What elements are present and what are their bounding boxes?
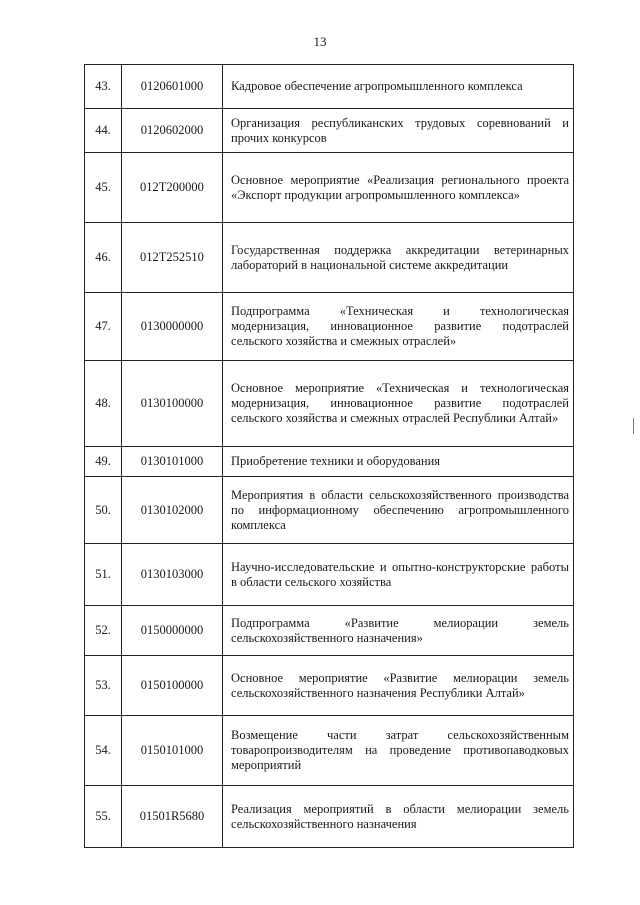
row-number: 44. [85, 109, 122, 153]
row-code: 0130102000 [122, 477, 223, 544]
row-code: 012Т200000 [122, 153, 223, 223]
row-description: Подпрограмма «Развитие мелиорации земель сельскохозяйственного назначения» [223, 606, 574, 656]
row-number: 55. [85, 786, 122, 848]
row-number: 49. [85, 447, 122, 477]
row-code: 0130101000 [122, 447, 223, 477]
table-row [85, 109, 574, 153]
row-code: 0150101000 [122, 716, 223, 786]
row-description: Основное мероприятие «Техническая и технологическая модернизация, инновационное развитие подотраслей сельского хозяйства и смежных отраслей Республики Алтай» [223, 361, 574, 447]
row-description: Реализация мероприятий в области мелиорации земель сельскохозяйственного назначения [223, 786, 574, 848]
row-code: 0150000000 [122, 606, 223, 656]
row-description: Приобретение техники и оборудования [223, 447, 574, 477]
row-number: 47. [85, 293, 122, 361]
row-description: Организация республиканских трудовых соревнований и прочих конкурсов [223, 109, 574, 153]
table-row [85, 606, 574, 656]
table-row [85, 361, 574, 447]
table-row [85, 477, 574, 544]
row-number: 53. [85, 656, 122, 716]
row-code: 0130000000 [122, 293, 223, 361]
row-number: 50. [85, 477, 122, 544]
table-row [85, 544, 574, 606]
row-number: 43. [85, 65, 122, 109]
row-description: Государственная поддержка аккредитации ветеринарных лабораторий в национальной системе аккредитации [223, 223, 574, 293]
table-row [85, 293, 574, 361]
row-number: 52. [85, 606, 122, 656]
row-description: Кадровое обеспечение агропромышленного комплекса [223, 65, 574, 109]
scan-edge-mark [633, 418, 634, 434]
row-code: 0150100000 [122, 656, 223, 716]
table-row [85, 716, 574, 786]
row-description: Возмещение части затрат сельскохозяйственным товаропроизводителям на проведение противопаводковых мероприятий [223, 716, 574, 786]
row-code: 012Т252510 [122, 223, 223, 293]
row-number: 51. [85, 544, 122, 606]
row-description: Основное мероприятие «Реализация регионального проекта «Экспорт продукции агропромышленного комплекса» [223, 153, 574, 223]
row-description: Мероприятия в области сельскохозяйственного производства по информационному обеспечению агропромышленного комплекса [223, 477, 574, 544]
table-row [85, 223, 574, 293]
row-number: 46. [85, 223, 122, 293]
row-description: Основное мероприятие «Развитие мелиорации земель сельскохозяйственного назначения Республики Алтай» [223, 656, 574, 716]
row-description: Научно-исследовательские и опытно-конструкторские работы в области сельского хозяйства [223, 544, 574, 606]
table-row [85, 447, 574, 477]
row-number: 45. [85, 153, 122, 223]
row-code: 0130100000 [122, 361, 223, 447]
row-code: 01501R5680 [122, 786, 223, 848]
table-row [85, 656, 574, 716]
table-row [85, 153, 574, 223]
row-code: 0120602000 [122, 109, 223, 153]
page-number: 13 [313, 34, 327, 49]
row-number: 54. [85, 716, 122, 786]
row-description: Подпрограмма «Техническая и технологическая модернизация, инновационное развитие подотраслей сельского хозяйства и смежных отраслей» [223, 293, 574, 361]
table-row [85, 786, 574, 848]
row-code: 0130103000 [122, 544, 223, 606]
table-row [85, 65, 574, 109]
row-number: 48. [85, 361, 122, 447]
row-code: 0120601000 [122, 65, 223, 109]
budget-codes-table [84, 64, 574, 848]
